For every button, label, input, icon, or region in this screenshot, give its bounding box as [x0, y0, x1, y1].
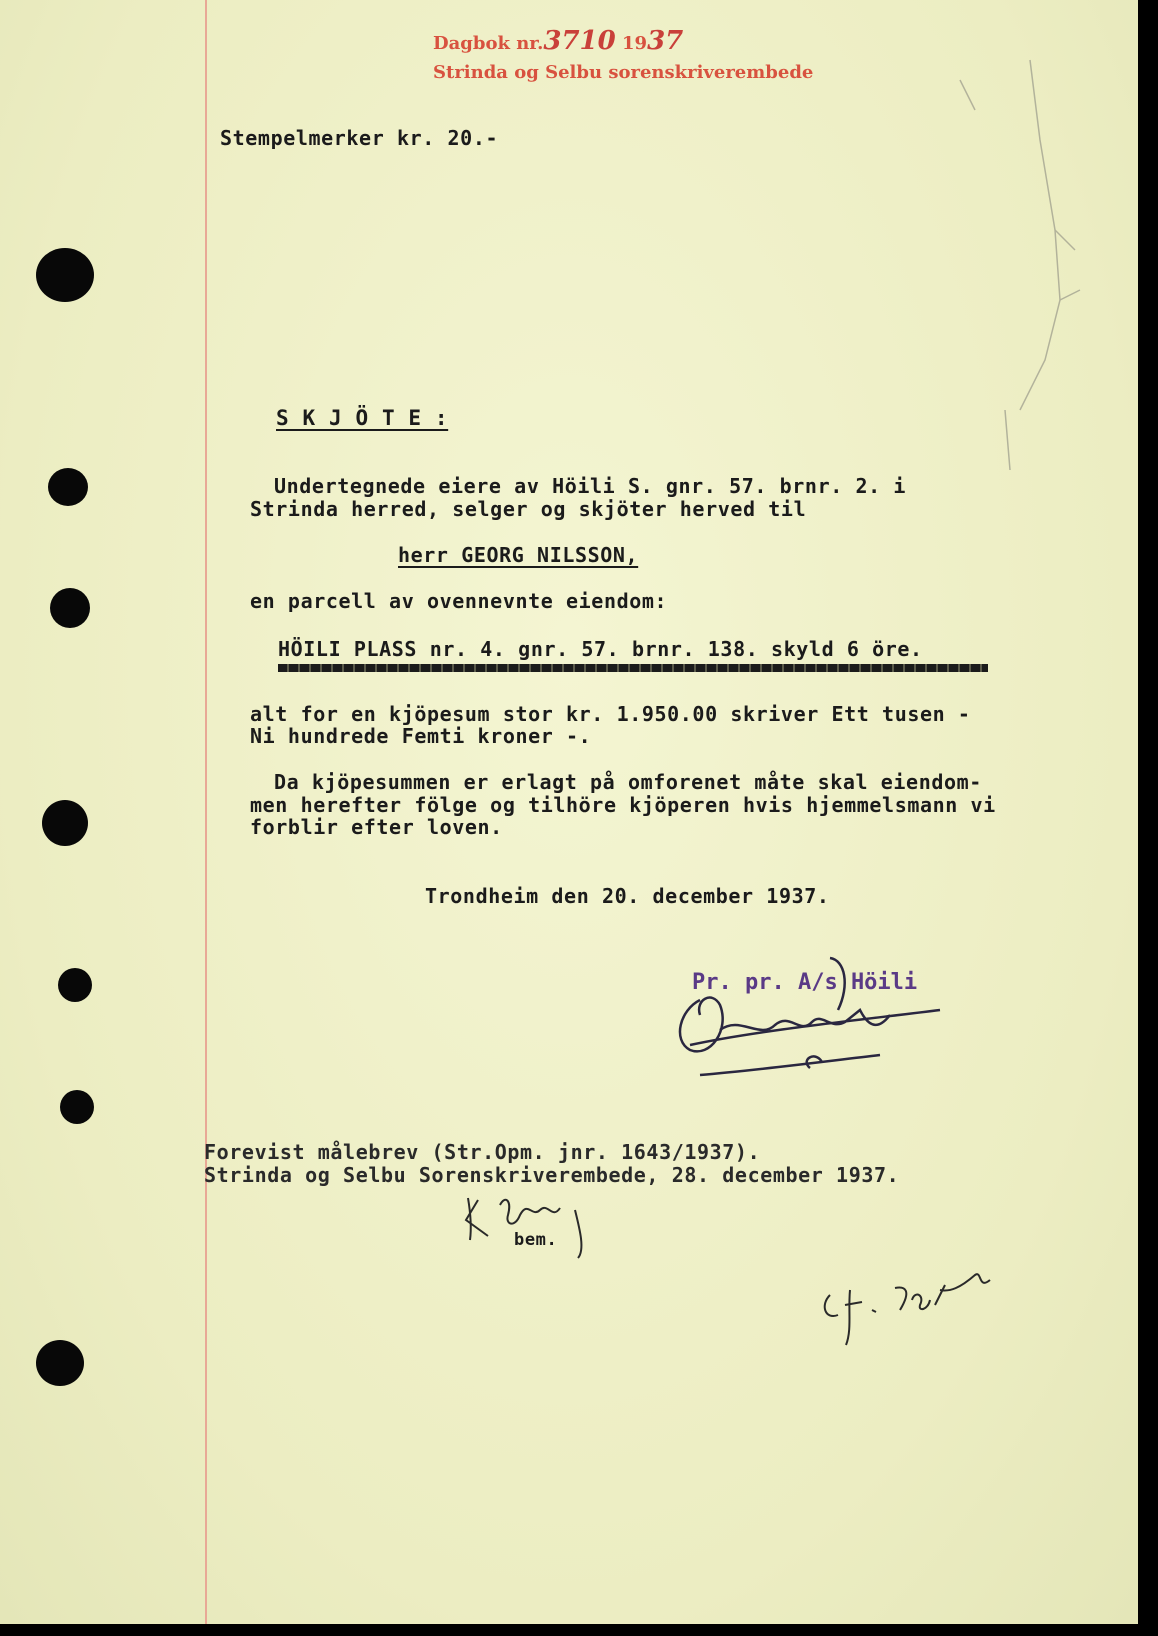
- diary-year-suffix: 37: [647, 26, 684, 56]
- buyer-name: herr GEORG NILSSON,: [398, 543, 639, 567]
- para1-line2: Strinda herred, selger og skjöter herved til: [250, 497, 807, 521]
- place-date: Trondheim den 20. december 1937.: [425, 884, 830, 908]
- seller-stamp: Pr. pr. A/s Höili: [692, 970, 918, 995]
- para3-line2: men herefter fölge og tilhöre kjöperen hvis hjemmelsmann vi: [250, 793, 996, 817]
- parcel-intro: en parcell av ovennevnte eiendom:: [250, 589, 668, 613]
- para3-line3: forblir efter loven.: [250, 815, 503, 839]
- document-title: S K J Ö T E :: [276, 406, 449, 430]
- stamp-fee: Stempelmerker kr. 20.-: [220, 126, 499, 150]
- handwritten-note-icon: [825, 1274, 990, 1345]
- signature-icon: [680, 958, 940, 1075]
- diary-year-prefix: 19: [622, 33, 648, 54]
- parcel-description: HÖILI PLASS nr. 4. gnr. 57. brnr. 138. skyld 6 öre.: [278, 637, 923, 661]
- diary-label: Dagbok nr.: [433, 33, 544, 54]
- office-stamp: Strinda og Selbu sorenskriverembede: [433, 62, 814, 83]
- para3-line1: Da kjöpesummen er erlagt på omforenet måte skal eiendom-: [274, 770, 982, 794]
- bem-label: bem.: [514, 1230, 558, 1250]
- registration-line2: Strinda og Selbu Sorenskriverembede, 28. december 1937.: [204, 1163, 900, 1187]
- pencil-marks-icon: [960, 60, 1080, 470]
- price-line2: Ni hundrede Femti kroner -.: [250, 724, 592, 748]
- registrar-initials-icon: [466, 1198, 581, 1258]
- registration-line1: Forevist målebrev (Str.Opm. jnr. 1643/1937).: [204, 1140, 761, 1164]
- diary-number: 3710: [543, 26, 616, 56]
- price-line1: alt for en kjöpesum stor kr. 1.950.00 skriver Ett tusen -: [250, 702, 971, 726]
- para1-line1: Undertegnede eiere av Höili S. gnr. 57. brnr. 2. i: [274, 474, 907, 498]
